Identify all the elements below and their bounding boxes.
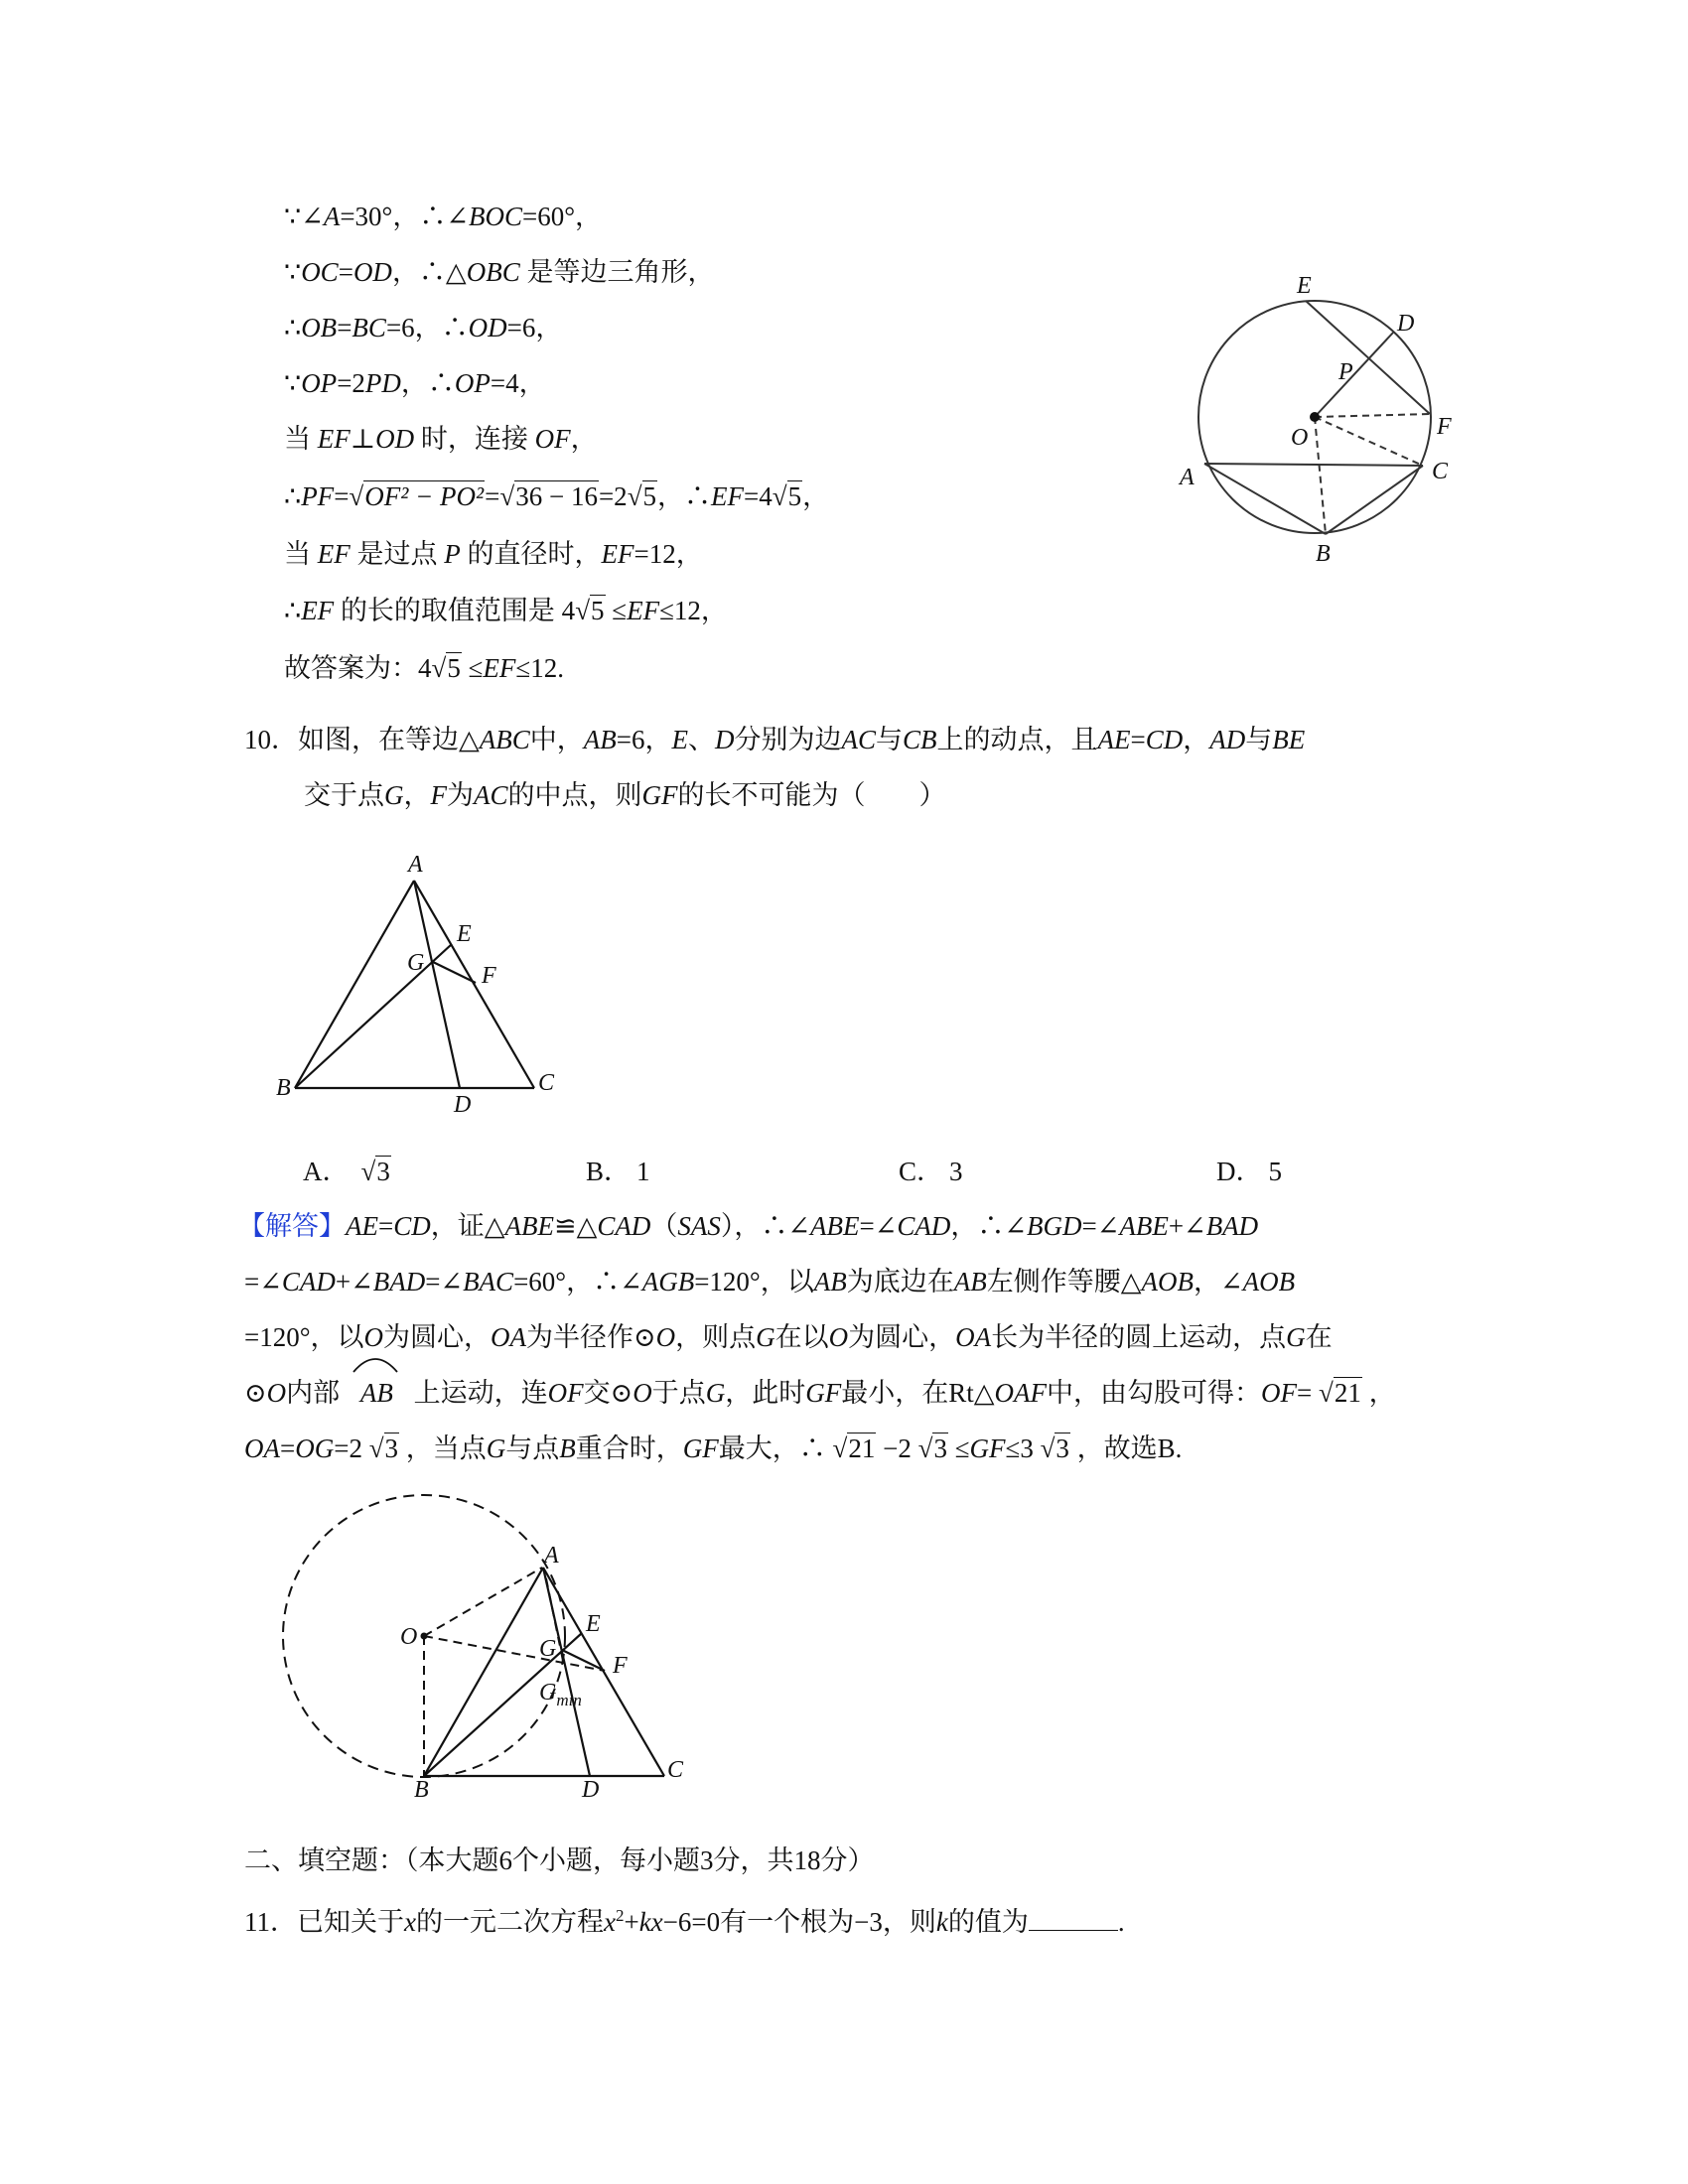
math: AE	[1097, 725, 1131, 754]
math: EF	[627, 596, 660, 625]
label-b: B	[1316, 541, 1331, 567]
math: OD	[352, 257, 392, 287]
text: ，当点	[399, 1433, 487, 1463]
text: 已知关于	[297, 1907, 404, 1937]
text: ），∴∠	[720, 1211, 811, 1241]
solution-line-7	[284, 537, 703, 571]
dashed-oc	[1315, 417, 1423, 466]
sqrt-expression: √21	[832, 1433, 876, 1463]
section-title: 二、填空题：（本大题6个小题，每小题3分，共18分）	[244, 1845, 875, 1875]
option-value: 3	[949, 1157, 963, 1186]
label-p: P	[1338, 359, 1353, 385]
sqrt-expression: √5	[627, 481, 657, 511]
text: ，	[570, 424, 598, 454]
math: O	[633, 1378, 652, 1408]
option-value: 3	[376, 1157, 390, 1186]
text: 中，由勾股可得：	[1047, 1378, 1262, 1408]
text: 故答案为：4	[284, 653, 432, 683]
sqrt-expression: √5	[575, 596, 605, 625]
math: OF	[547, 1378, 584, 1408]
sqrt-expression: √3	[360, 1157, 390, 1186]
text: 左侧作等腰△	[986, 1267, 1142, 1297]
label-a: A	[408, 852, 423, 878]
text: 是过点	[350, 539, 445, 569]
text: ，故选B.	[1069, 1433, 1183, 1463]
sqrt-expression: √5	[431, 653, 461, 683]
answer-blank[interactable]	[1029, 1908, 1118, 1931]
label-d: D	[1397, 311, 1415, 337]
math: ABC	[479, 725, 530, 754]
segment-be	[295, 944, 452, 1088]
text: 交⊙	[583, 1378, 633, 1408]
label-d: D	[454, 1092, 472, 1112]
label-c: C	[538, 1070, 555, 1096]
math: AC	[474, 780, 508, 810]
text: 交于点	[304, 780, 384, 810]
math: EF	[601, 539, 634, 569]
radicand: 21	[848, 1433, 876, 1463]
text: ≤12.	[515, 653, 564, 683]
option-a[interactable]	[303, 1155, 391, 1188]
math: AB	[359, 1378, 393, 1408]
math: P	[444, 539, 461, 569]
radicand: 21	[1334, 1378, 1361, 1408]
math: x	[404, 1907, 416, 1937]
answer-figure	[268, 1479, 695, 1797]
text: 时，连接	[414, 424, 535, 454]
gmin-base: G	[539, 1680, 557, 1706]
label-g: G	[407, 950, 425, 976]
side-ab	[424, 1568, 543, 1776]
label-o: O	[400, 1624, 418, 1650]
math: PD	[364, 368, 401, 398]
math: ABE	[1119, 1211, 1169, 1241]
arc-icon	[351, 1352, 400, 1374]
math: OP	[454, 368, 491, 398]
text: 最大，∴	[718, 1433, 833, 1463]
math: BGD	[1026, 1211, 1082, 1241]
text: ，∴	[657, 481, 712, 511]
text: 最小，在Rt△	[841, 1378, 995, 1408]
math: G	[1286, 1322, 1306, 1352]
math: OF	[534, 424, 571, 454]
math: BOC	[468, 202, 522, 231]
math: x	[603, 1907, 616, 1937]
text: 的直径时，	[460, 539, 602, 569]
option-value: 1	[636, 1157, 650, 1186]
answer-tag: 【解答】	[238, 1211, 346, 1241]
text: =4	[744, 481, 773, 511]
text: ，证△	[430, 1211, 505, 1241]
chord-ac	[1204, 464, 1423, 466]
math: OBC	[466, 257, 520, 287]
text: .	[1117, 1907, 1125, 1937]
math: GF	[969, 1433, 1006, 1463]
question-number: 10．	[244, 725, 298, 754]
solution-line-4	[284, 366, 546, 400]
text: 当	[284, 424, 318, 454]
triangle-figure	[258, 834, 576, 1112]
text: =4，	[490, 368, 546, 398]
math: AB	[813, 1267, 847, 1297]
text: 当	[284, 539, 318, 569]
math: G	[486, 1433, 506, 1463]
text: =12，	[633, 539, 703, 569]
side-ab	[295, 881, 414, 1088]
math: SAS	[677, 1211, 721, 1241]
label-c: C	[1432, 459, 1449, 484]
text: 的中点，则	[507, 780, 642, 810]
text: −6=0有一个根为−3，则	[662, 1907, 936, 1937]
section-2-title	[244, 1843, 875, 1877]
math: AE	[346, 1211, 378, 1241]
math: AC	[841, 725, 877, 754]
segment-ad	[543, 1568, 590, 1776]
text: ，此时	[725, 1378, 806, 1408]
text: +∠	[335, 1267, 373, 1297]
text: =2	[334, 1433, 369, 1463]
radicand: 5	[787, 481, 802, 511]
text: ∴	[284, 481, 302, 511]
math: AD	[1209, 725, 1246, 754]
text: 与	[876, 725, 904, 754]
text: 为圆心，	[383, 1322, 492, 1352]
math: EF	[301, 596, 335, 625]
sqrt-expression: √3	[917, 1433, 947, 1463]
math: CAD	[897, 1211, 951, 1241]
question-10-line-1	[244, 723, 1305, 756]
text: ∵	[284, 257, 302, 287]
text: 重合时，	[575, 1433, 683, 1463]
solution-line-6	[284, 479, 829, 513]
text: ，	[1183, 725, 1210, 754]
math: BAD	[372, 1267, 426, 1297]
label-f: F	[482, 963, 496, 989]
radicand: 3	[384, 1433, 399, 1463]
radicand: 5	[642, 481, 657, 511]
question-11	[244, 1899, 1125, 1939]
math: CD	[393, 1211, 431, 1241]
text: =	[378, 1211, 394, 1241]
answer-line-5	[244, 1432, 1182, 1465]
text: 为半径作⊙	[526, 1322, 656, 1352]
math: AB	[583, 725, 617, 754]
math: CB	[903, 725, 937, 754]
text: 长为半径的圆上运动，点	[991, 1322, 1287, 1352]
solution-line-3	[284, 311, 562, 344]
text: 如图，在等边△	[298, 725, 480, 754]
text: 上运动，连	[406, 1378, 548, 1408]
dashed-of	[1315, 414, 1430, 417]
math: kx	[638, 1907, 663, 1937]
text: 内部	[286, 1378, 347, 1408]
dashed-ob	[1315, 417, 1326, 534]
text: =60°，	[521, 202, 602, 231]
text: =2	[598, 481, 628, 511]
option-letter: D．	[1216, 1157, 1263, 1186]
math: ABE	[810, 1211, 860, 1241]
sqrt-expression: √OF² − PO²	[349, 481, 485, 511]
label-c: C	[667, 1757, 684, 1783]
sqrt-expression: √36 − 16	[499, 481, 598, 511]
label-e: E	[1297, 273, 1312, 299]
math: GF	[805, 1378, 842, 1408]
math: AOB	[1141, 1267, 1194, 1297]
math: OAF	[994, 1378, 1048, 1408]
text: =60°，∴∠	[513, 1267, 642, 1297]
text: ，∴	[400, 368, 455, 398]
label-a: A	[544, 1543, 559, 1569]
text: ，则点	[675, 1322, 757, 1352]
math: O	[655, 1322, 676, 1352]
math: BC	[352, 313, 386, 342]
math: EF	[483, 653, 516, 683]
math: OF	[1261, 1378, 1298, 1408]
text: =	[1297, 1378, 1319, 1408]
math: B	[559, 1433, 576, 1463]
math: OA	[491, 1322, 527, 1352]
text: 的值为	[947, 1907, 1029, 1937]
option-b[interactable]	[586, 1155, 650, 1188]
text: ⊥	[350, 424, 376, 454]
radicand: 5	[591, 596, 605, 625]
solution-line-9	[284, 651, 564, 685]
math: BAC	[463, 1267, 514, 1297]
radicand: 3	[1055, 1433, 1069, 1463]
math: BE	[1272, 725, 1306, 754]
solution-line-1	[284, 200, 602, 233]
math: G	[384, 780, 404, 810]
math: E	[671, 725, 688, 754]
segment-gf	[433, 962, 476, 983]
solution-line-2	[284, 255, 714, 289]
solution-line-8	[284, 594, 728, 627]
math: PF	[301, 481, 335, 511]
math: O	[363, 1322, 384, 1352]
label-b: B	[414, 1777, 429, 1797]
side-ac	[414, 881, 534, 1088]
text: ，	[1361, 1378, 1396, 1408]
math: OC	[301, 257, 339, 287]
text: ≤	[605, 596, 628, 625]
text: ，∠	[1193, 1267, 1243, 1297]
math: EF	[711, 481, 745, 511]
math: OA	[244, 1433, 280, 1463]
center-point-o	[421, 1633, 428, 1640]
text: =6，∴	[385, 313, 469, 342]
arc-ab	[347, 1376, 407, 1410]
math: k	[935, 1907, 948, 1937]
text: 的一元二次方程	[415, 1907, 604, 1937]
answer-line-1	[238, 1209, 1258, 1243]
chord-bc	[1326, 466, 1423, 534]
text: ≤3	[1005, 1433, 1041, 1463]
label-e: E	[457, 921, 472, 947]
text: 、	[688, 725, 715, 754]
text: =6，	[616, 725, 672, 754]
math: BAD	[1205, 1211, 1259, 1241]
label-e: E	[586, 1611, 601, 1637]
chord-ab	[1204, 464, 1326, 534]
text: 在以	[774, 1322, 829, 1352]
text: 与	[1245, 725, 1273, 754]
text: ∴	[284, 313, 302, 342]
option-c[interactable]	[899, 1155, 963, 1188]
math: CAD	[597, 1211, 651, 1241]
label-f: F	[1437, 414, 1452, 440]
text: =30°，∴∠	[340, 202, 469, 231]
text: 为底边在	[846, 1267, 954, 1297]
math: OP	[301, 368, 338, 398]
text: =	[338, 257, 353, 287]
sqrt-expression: √5	[772, 481, 802, 511]
math: G	[756, 1322, 775, 1352]
text: 于点	[651, 1378, 706, 1408]
text: =∠	[1081, 1211, 1120, 1241]
text: =120°，以	[694, 1267, 814, 1297]
sqrt-expression: √21	[1319, 1378, 1361, 1408]
math: CD	[1145, 725, 1184, 754]
solution-line-5	[284, 422, 598, 456]
text: 的长的取值范围是 4	[334, 596, 576, 625]
text: ，∴∠	[950, 1211, 1027, 1241]
math: G	[705, 1378, 726, 1408]
label-a: A	[1180, 465, 1195, 490]
math: AOB	[1242, 1267, 1296, 1297]
exponent: 2	[615, 1906, 625, 1925]
option-letter: A．	[303, 1157, 350, 1186]
question-10-line-2	[304, 778, 946, 812]
text: =	[280, 1433, 296, 1463]
text: ，∴△	[391, 257, 467, 287]
math: GF	[682, 1433, 719, 1463]
radicand: 5	[447, 653, 461, 683]
text: =∠	[859, 1211, 898, 1241]
text: =6，	[506, 313, 563, 342]
sqrt-expression: √3	[1040, 1433, 1069, 1463]
text: 与点	[505, 1433, 560, 1463]
label-g: G	[539, 1636, 557, 1662]
math: CAD	[281, 1267, 336, 1297]
label-b: B	[276, 1075, 291, 1101]
math: F	[430, 780, 447, 810]
text: ⊙	[244, 1378, 267, 1408]
option-letter: C．	[899, 1157, 944, 1186]
math: D	[715, 725, 735, 754]
math: A	[323, 202, 341, 231]
text: ，	[403, 780, 431, 810]
text: 上的动点，且	[936, 725, 1098, 754]
text: ≤	[947, 1433, 970, 1463]
math: OB	[301, 313, 338, 342]
answer-line-4	[244, 1376, 1396, 1410]
math: O	[266, 1378, 287, 1408]
text: ∵∠	[284, 202, 324, 231]
gmin-subscript: min	[556, 1691, 582, 1709]
radicand: OF² − PO²	[364, 481, 485, 511]
text: ≤12，	[659, 596, 728, 625]
text: ≤	[461, 653, 484, 683]
text: 分别为边	[734, 725, 842, 754]
text: =∠	[425, 1267, 464, 1297]
text: =120°，以	[244, 1322, 364, 1352]
text: +∠	[1168, 1211, 1206, 1241]
math: GF	[641, 780, 678, 810]
segment-ad	[414, 881, 460, 1088]
math: EF	[317, 539, 351, 569]
text: ∵	[284, 368, 302, 398]
text: 的长不可能为（ ）	[677, 780, 946, 810]
question-number: 11．	[244, 1907, 297, 1937]
text: 中，	[529, 725, 584, 754]
text: =2	[337, 368, 365, 398]
math: OD	[468, 313, 507, 342]
math: O	[828, 1322, 849, 1352]
text: 是等边三角形，	[519, 257, 715, 287]
math: ABE	[504, 1211, 554, 1241]
math: OA	[955, 1322, 992, 1352]
text: =	[485, 481, 500, 511]
option-letter: B．	[586, 1157, 632, 1186]
answer-line-2	[244, 1265, 1295, 1298]
text: ∴	[284, 596, 302, 625]
text: +	[624, 1907, 639, 1937]
text: 为	[447, 780, 474, 810]
answer-line-3	[244, 1320, 1333, 1354]
math: AB	[953, 1267, 987, 1297]
math: OG	[295, 1433, 335, 1463]
text: −2	[876, 1433, 918, 1463]
label-o: O	[1291, 425, 1309, 451]
center-point-o	[1310, 412, 1320, 422]
text: 在	[1305, 1322, 1333, 1352]
text: =	[337, 313, 352, 342]
label-gmin	[539, 1680, 582, 1709]
radicand: 3	[933, 1433, 947, 1463]
circle-figure	[1162, 258, 1479, 576]
text: 为圆心，	[848, 1322, 956, 1352]
text: =	[1130, 725, 1146, 754]
option-d[interactable]	[1216, 1155, 1282, 1188]
text: ≌△	[554, 1211, 598, 1241]
sqrt-expression: √3	[368, 1433, 399, 1463]
text: ，	[802, 481, 830, 511]
math: AGB	[641, 1267, 695, 1297]
option-value: 5	[1268, 1157, 1282, 1186]
radicand: 36 − 16	[515, 481, 598, 511]
dashed-of	[424, 1636, 605, 1671]
text: （	[650, 1211, 678, 1241]
text: =∠	[244, 1267, 282, 1297]
math: EF	[317, 424, 351, 454]
label-d: D	[582, 1777, 600, 1797]
text: =	[334, 481, 350, 511]
math: OD	[375, 424, 415, 454]
label-f: F	[613, 1653, 628, 1679]
